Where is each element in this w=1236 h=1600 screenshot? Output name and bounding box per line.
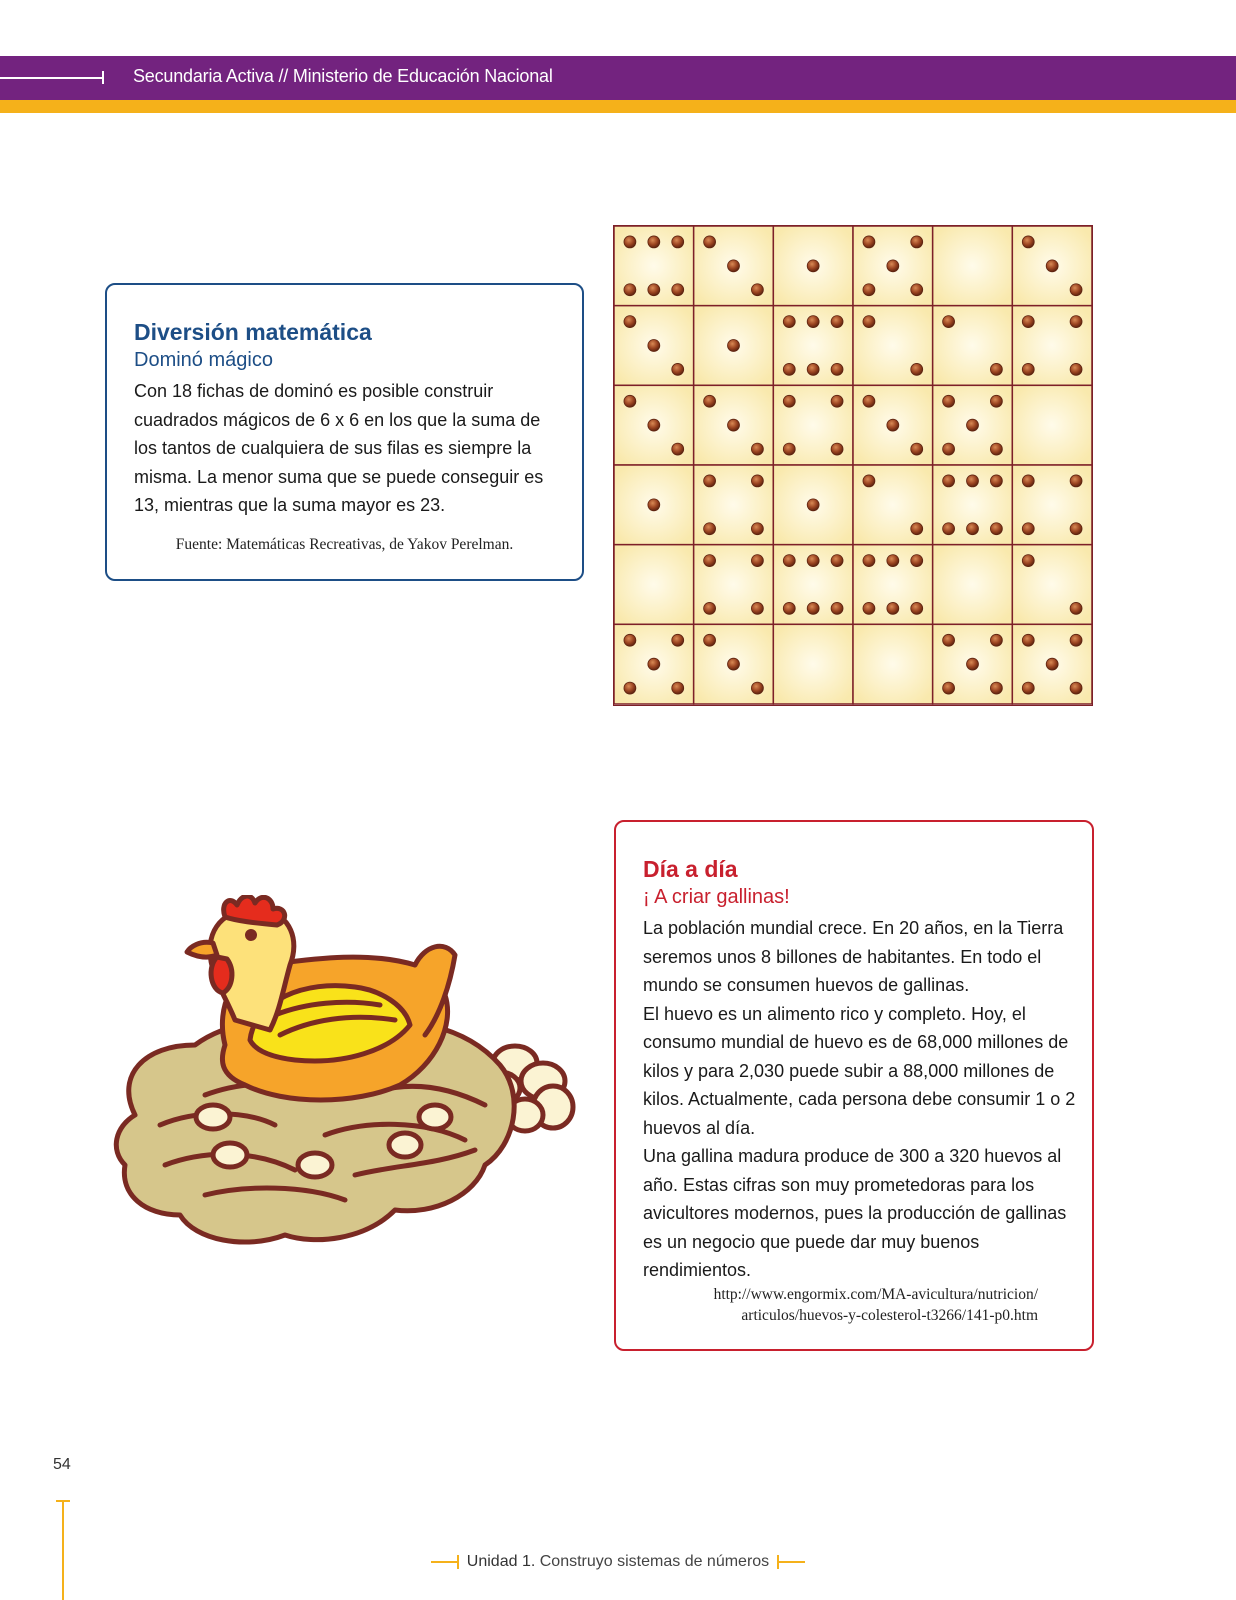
domino-pip — [1022, 316, 1034, 328]
domino-pip — [887, 602, 899, 614]
domino-pip — [672, 363, 684, 375]
domino-pip — [728, 260, 740, 272]
domino-pip — [728, 419, 740, 431]
domino-pip — [783, 395, 795, 407]
domino-pip — [943, 634, 955, 646]
domino-pip — [990, 523, 1002, 535]
domino-pip — [672, 682, 684, 694]
domino-pip — [911, 363, 923, 375]
header-rule — [0, 77, 104, 79]
domino-pip — [672, 236, 684, 248]
domino-pip — [648, 419, 660, 431]
math-box-title: Diversión matemática — [134, 319, 372, 345]
domino-pip — [1022, 236, 1034, 248]
domino-pip — [1022, 634, 1034, 646]
domino-pip — [807, 260, 819, 272]
header-rule-cap — [102, 71, 104, 84]
domino-pip — [943, 443, 955, 455]
footer-decoration-left — [431, 1561, 459, 1563]
domino-pip — [624, 682, 636, 694]
domino-pip — [704, 555, 716, 567]
left-rule — [62, 1500, 64, 1600]
domino-pip — [943, 523, 955, 535]
domino-pip — [863, 395, 875, 407]
day-box-paragraph: Una gallina madura produce de 300 a 320 huevos al año. Estas cifras son muy prometedoras para los avicultores modernos, pues la producción de gallinas es un negocio que puede dar muy buenos rendimientos. — [643, 1146, 1067, 1280]
domino-pip — [990, 682, 1002, 694]
domino-pip — [648, 658, 660, 670]
domino-pip — [967, 658, 979, 670]
domino-pip — [1070, 475, 1082, 487]
domino-pip — [807, 602, 819, 614]
domino-pip — [1046, 658, 1058, 670]
domino-pip — [831, 316, 843, 328]
math-box-body: Con 18 fichas de dominó es posible construir cuadrados mágicos de 6 x 6 en los que la suma de los tantos de cualquiera de sus filas es siempre la misma. La menor suma que se puede conseguir es 13, mientras que la suma mayor es 23. — [134, 381, 544, 515]
day-box-source — [714, 1284, 1038, 1326]
domino-magic-square — [613, 225, 1093, 706]
domino-pip — [1070, 634, 1082, 646]
domino-pip — [751, 682, 763, 694]
header-band — [0, 56, 1236, 100]
day-box-paragraph: El huevo es un alimento rico y completo. Hoy, el consumo mundial de huevo es de 68,000 millones de kilos y para 2,030 puede subir a 88,000 millones de kilos. Actualmente, cada persona debe consumir 1 o 2 huevos al día. — [643, 1003, 1076, 1138]
domino-pip — [624, 236, 636, 248]
domino-pip — [990, 634, 1002, 646]
domino-pip — [1022, 555, 1034, 567]
domino-pip — [704, 236, 716, 248]
domino-cell — [773, 624, 853, 704]
domino-pip — [863, 555, 875, 567]
domino-cell — [933, 545, 1013, 625]
domino-pip — [1046, 260, 1058, 272]
domino-pip — [887, 555, 899, 567]
domino-pip — [1022, 682, 1034, 694]
domino-pip — [704, 634, 716, 646]
domino-cell — [614, 545, 694, 625]
domino-pip — [1070, 602, 1082, 614]
domino-pip — [648, 284, 660, 296]
domino-pip — [943, 475, 955, 487]
domino-pip — [863, 602, 875, 614]
domino-pip — [751, 475, 763, 487]
math-box-subtitle: Dominó mágico — [134, 349, 273, 371]
domino-pip — [704, 523, 716, 535]
domino-pip — [1022, 475, 1034, 487]
domino-pip — [990, 443, 1002, 455]
domino-pip — [863, 316, 875, 328]
domino-pip — [967, 419, 979, 431]
domino-pip — [751, 523, 763, 535]
domino-pip — [624, 634, 636, 646]
domino-pip — [831, 602, 843, 614]
domino-pip — [807, 363, 819, 375]
domino-pip — [783, 443, 795, 455]
day-box-paragraph: La población mundial crece. En 20 años, en la Tierra seremos unos 8 billones de habitantes. En todo el mundo se consumen huevos de gallinas. — [643, 918, 1064, 995]
domino-pip — [648, 499, 660, 511]
domino-pip — [911, 284, 923, 296]
header-stripe — [0, 100, 1236, 113]
page-number: 54 — [53, 1456, 71, 1473]
domino-pip — [990, 363, 1002, 375]
domino-pip — [751, 284, 763, 296]
math-fun-box — [105, 283, 584, 581]
domino-pip — [831, 395, 843, 407]
domino-cell — [853, 624, 933, 704]
domino-pip — [783, 363, 795, 375]
domino-pip — [807, 555, 819, 567]
domino-pip — [807, 316, 819, 328]
domino-pip — [967, 523, 979, 535]
footer-unit-title: Construyo sistemas de números — [539, 1553, 770, 1570]
domino-pip — [911, 236, 923, 248]
day-box-body — [643, 914, 1083, 1285]
domino-pip — [911, 555, 923, 567]
domino-pip — [863, 475, 875, 487]
day-box-subtitle: ¡ A criar gallinas! — [643, 886, 790, 908]
domino-pip — [990, 395, 1002, 407]
domino-pip — [1070, 363, 1082, 375]
domino-pip — [943, 316, 955, 328]
domino-pip — [728, 658, 740, 670]
domino-pip — [831, 363, 843, 375]
domino-pip — [863, 236, 875, 248]
day-box-title: Día a día — [643, 856, 738, 882]
domino-pip — [704, 602, 716, 614]
domino-pip — [672, 284, 684, 296]
domino-cell — [933, 226, 1013, 306]
domino-pip — [1022, 523, 1034, 535]
day-to-day-box — [614, 820, 1094, 1351]
domino-pip — [831, 555, 843, 567]
domino-pip — [1070, 284, 1082, 296]
footer-unit — [0, 1553, 1236, 1571]
domino-pip — [672, 634, 684, 646]
domino-pip — [624, 284, 636, 296]
footer-decoration-right — [777, 1561, 805, 1563]
domino-pip — [704, 475, 716, 487]
domino-pip — [751, 555, 763, 567]
header-title: Secundaria Activa // Ministerio de Educación Nacional — [133, 66, 553, 86]
domino-pip — [648, 340, 660, 352]
domino-pip — [783, 555, 795, 567]
domino-pip — [943, 682, 955, 694]
domino-pip — [751, 602, 763, 614]
domino-pip — [624, 316, 636, 328]
domino-pip — [967, 475, 979, 487]
domino-pip — [1022, 363, 1034, 375]
domino-pip — [887, 260, 899, 272]
domino-pip — [672, 443, 684, 455]
domino-pip — [751, 443, 763, 455]
domino-pip — [911, 602, 923, 614]
domino-pip — [728, 340, 740, 352]
source-url-line-1: http://www.engormix.com/MA-avicultura/nutricion/ — [713, 1286, 1038, 1303]
domino-pip — [1070, 316, 1082, 328]
domino-pip — [783, 316, 795, 328]
domino-pip — [990, 475, 1002, 487]
source-url-line-2: articulos/huevos-y-colesterol-t3266/141-p0.htm — [741, 1307, 1038, 1324]
footer-unit-label: Unidad 1. — [466, 1553, 536, 1570]
domino-pip — [1070, 523, 1082, 535]
domino-pip — [911, 523, 923, 535]
domino-pip — [648, 236, 660, 248]
math-box-source: Fuente: Matemáticas Recreativas, de Yakov Perelman. — [175, 536, 514, 553]
domino-pip — [783, 602, 795, 614]
domino-pip — [943, 395, 955, 407]
domino-pip — [863, 284, 875, 296]
domino-pip — [624, 395, 636, 407]
domino-cell — [1012, 385, 1092, 465]
domino-pip — [704, 395, 716, 407]
domino-pip — [807, 499, 819, 511]
domino-pip — [831, 443, 843, 455]
domino-pip — [1070, 682, 1082, 694]
domino-pip — [911, 443, 923, 455]
domino-pip — [887, 419, 899, 431]
hen-on-nest-icon — [105, 895, 595, 1280]
